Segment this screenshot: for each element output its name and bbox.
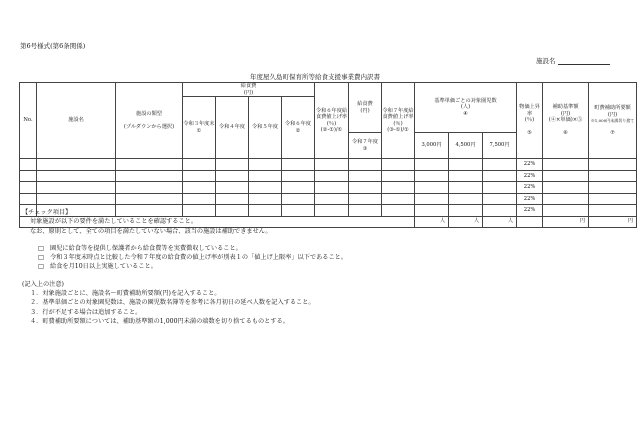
col-r5: 令和５年度 — [249, 97, 282, 159]
col-tier-4500: 4,500円 — [449, 133, 483, 159]
col-tier-7500: 7,500円 — [483, 133, 517, 159]
col-facility-name: 施設名 — [37, 83, 116, 159]
price-rate-cell: 22% — [517, 159, 543, 171]
col-r6: 令和６年度 ② — [282, 97, 315, 159]
facility-name-blank[interactable] — [558, 57, 610, 65]
form-number: 第6号様式(第6条関係) — [20, 42, 86, 50]
total-tier-4500[interactable]: 人 — [449, 216, 483, 227]
col-town-subsidy: 町費補助所要額 (円) ※1,000円未満切り捨て ⑦ — [589, 83, 637, 159]
col-r7-cost: 給食費 (円) — [349, 83, 382, 133]
checkbox-item[interactable]: □ 園児に給食等を提供し保護者から給食費等を実費徴収していること。 — [38, 244, 242, 252]
col-r7: 令和７年度 ③ — [349, 133, 382, 159]
breakdown-table — [19, 82, 637, 228]
checkbox-item[interactable]: □ 給食を月10日以上実施していること。 — [38, 263, 157, 271]
col-target-children: 基準単価ごとの対象園児数 (人) ④ — [415, 83, 517, 133]
price-rate-cell: 22% — [517, 182, 543, 194]
price-rate-cell: 22% — [517, 205, 543, 217]
note-item: ２．基準単価ごとの対象園児数は、施設の園児数名簿等を参考に各月初日の延べ人数を記入すること。 — [30, 299, 315, 307]
col-tier-3000: 3,000円 — [415, 133, 449, 159]
check-lead: なお、原則として、全ての項目を満たしていない場合、該当の施設は補助できません。 — [30, 227, 272, 235]
facility-name-field[interactable] — [536, 56, 610, 65]
document-title: 年度屋久島町保育所等給食支援事業費内訳書 — [250, 73, 380, 81]
check-items-section — [22, 208, 622, 326]
price-rate-cell: 22% — [517, 170, 543, 182]
col-no: No. — [20, 83, 37, 159]
col-meal-cost: 給食費 (円) — [183, 83, 315, 97]
check-heading: 【チェック項目】 — [22, 209, 72, 216]
table-row — [20, 170, 637, 182]
col-r4: 令和４年度 — [216, 97, 249, 159]
notes-heading: (記入上の注意) — [22, 280, 64, 288]
table-row — [20, 193, 637, 205]
col-r3-end: 令和３年度末 ① — [183, 97, 216, 159]
note-item: ４．町費補助所要額については、補助基準額の1,000円未満の端数を切り捨てるものとする。 — [30, 317, 289, 325]
total-subsidy[interactable]: 円 — [543, 216, 589, 227]
check-lead: 対象施設が以下の要件を満たしていることを確認すること。 — [30, 218, 198, 226]
total-tier-7500[interactable]: 人 — [483, 216, 517, 227]
col-subsidy: 補助基準額 (円) (④×単価)×⑤ ⑥ — [543, 83, 589, 159]
col-r6-rate: 令和６年度給食費値上げ率(％) (②-①)/① — [315, 83, 349, 159]
table-row — [20, 182, 637, 194]
col-price-rate: 物価上昇率 (％) ⑤ — [517, 83, 543, 159]
note-item: ３．行が不足する場合は追加すること。 — [30, 308, 142, 316]
total-town-subsidy[interactable]: 円 — [589, 216, 637, 227]
checkbox-item[interactable]: □ 令和３年度末時点と比較した令和７年度の給食費の値上げ率が別表１の「値上げ上限率」以下であること。 — [38, 254, 348, 262]
facility-name-label: 施設名 — [536, 57, 556, 65]
col-facility-type: 施設の類型 (プルダウンから選択) — [116, 83, 183, 159]
price-rate-cell: 22% — [517, 193, 543, 205]
col-r7-rate: 令和７年度給食費値上げ率(％) (③-①)/① — [382, 83, 415, 159]
total-tier-3000[interactable]: 人 — [415, 216, 449, 227]
table-row — [20, 159, 637, 171]
note-item: １．対象施設ごとに、施設名～町費補助所要額(円)を記入すること。 — [30, 290, 221, 298]
